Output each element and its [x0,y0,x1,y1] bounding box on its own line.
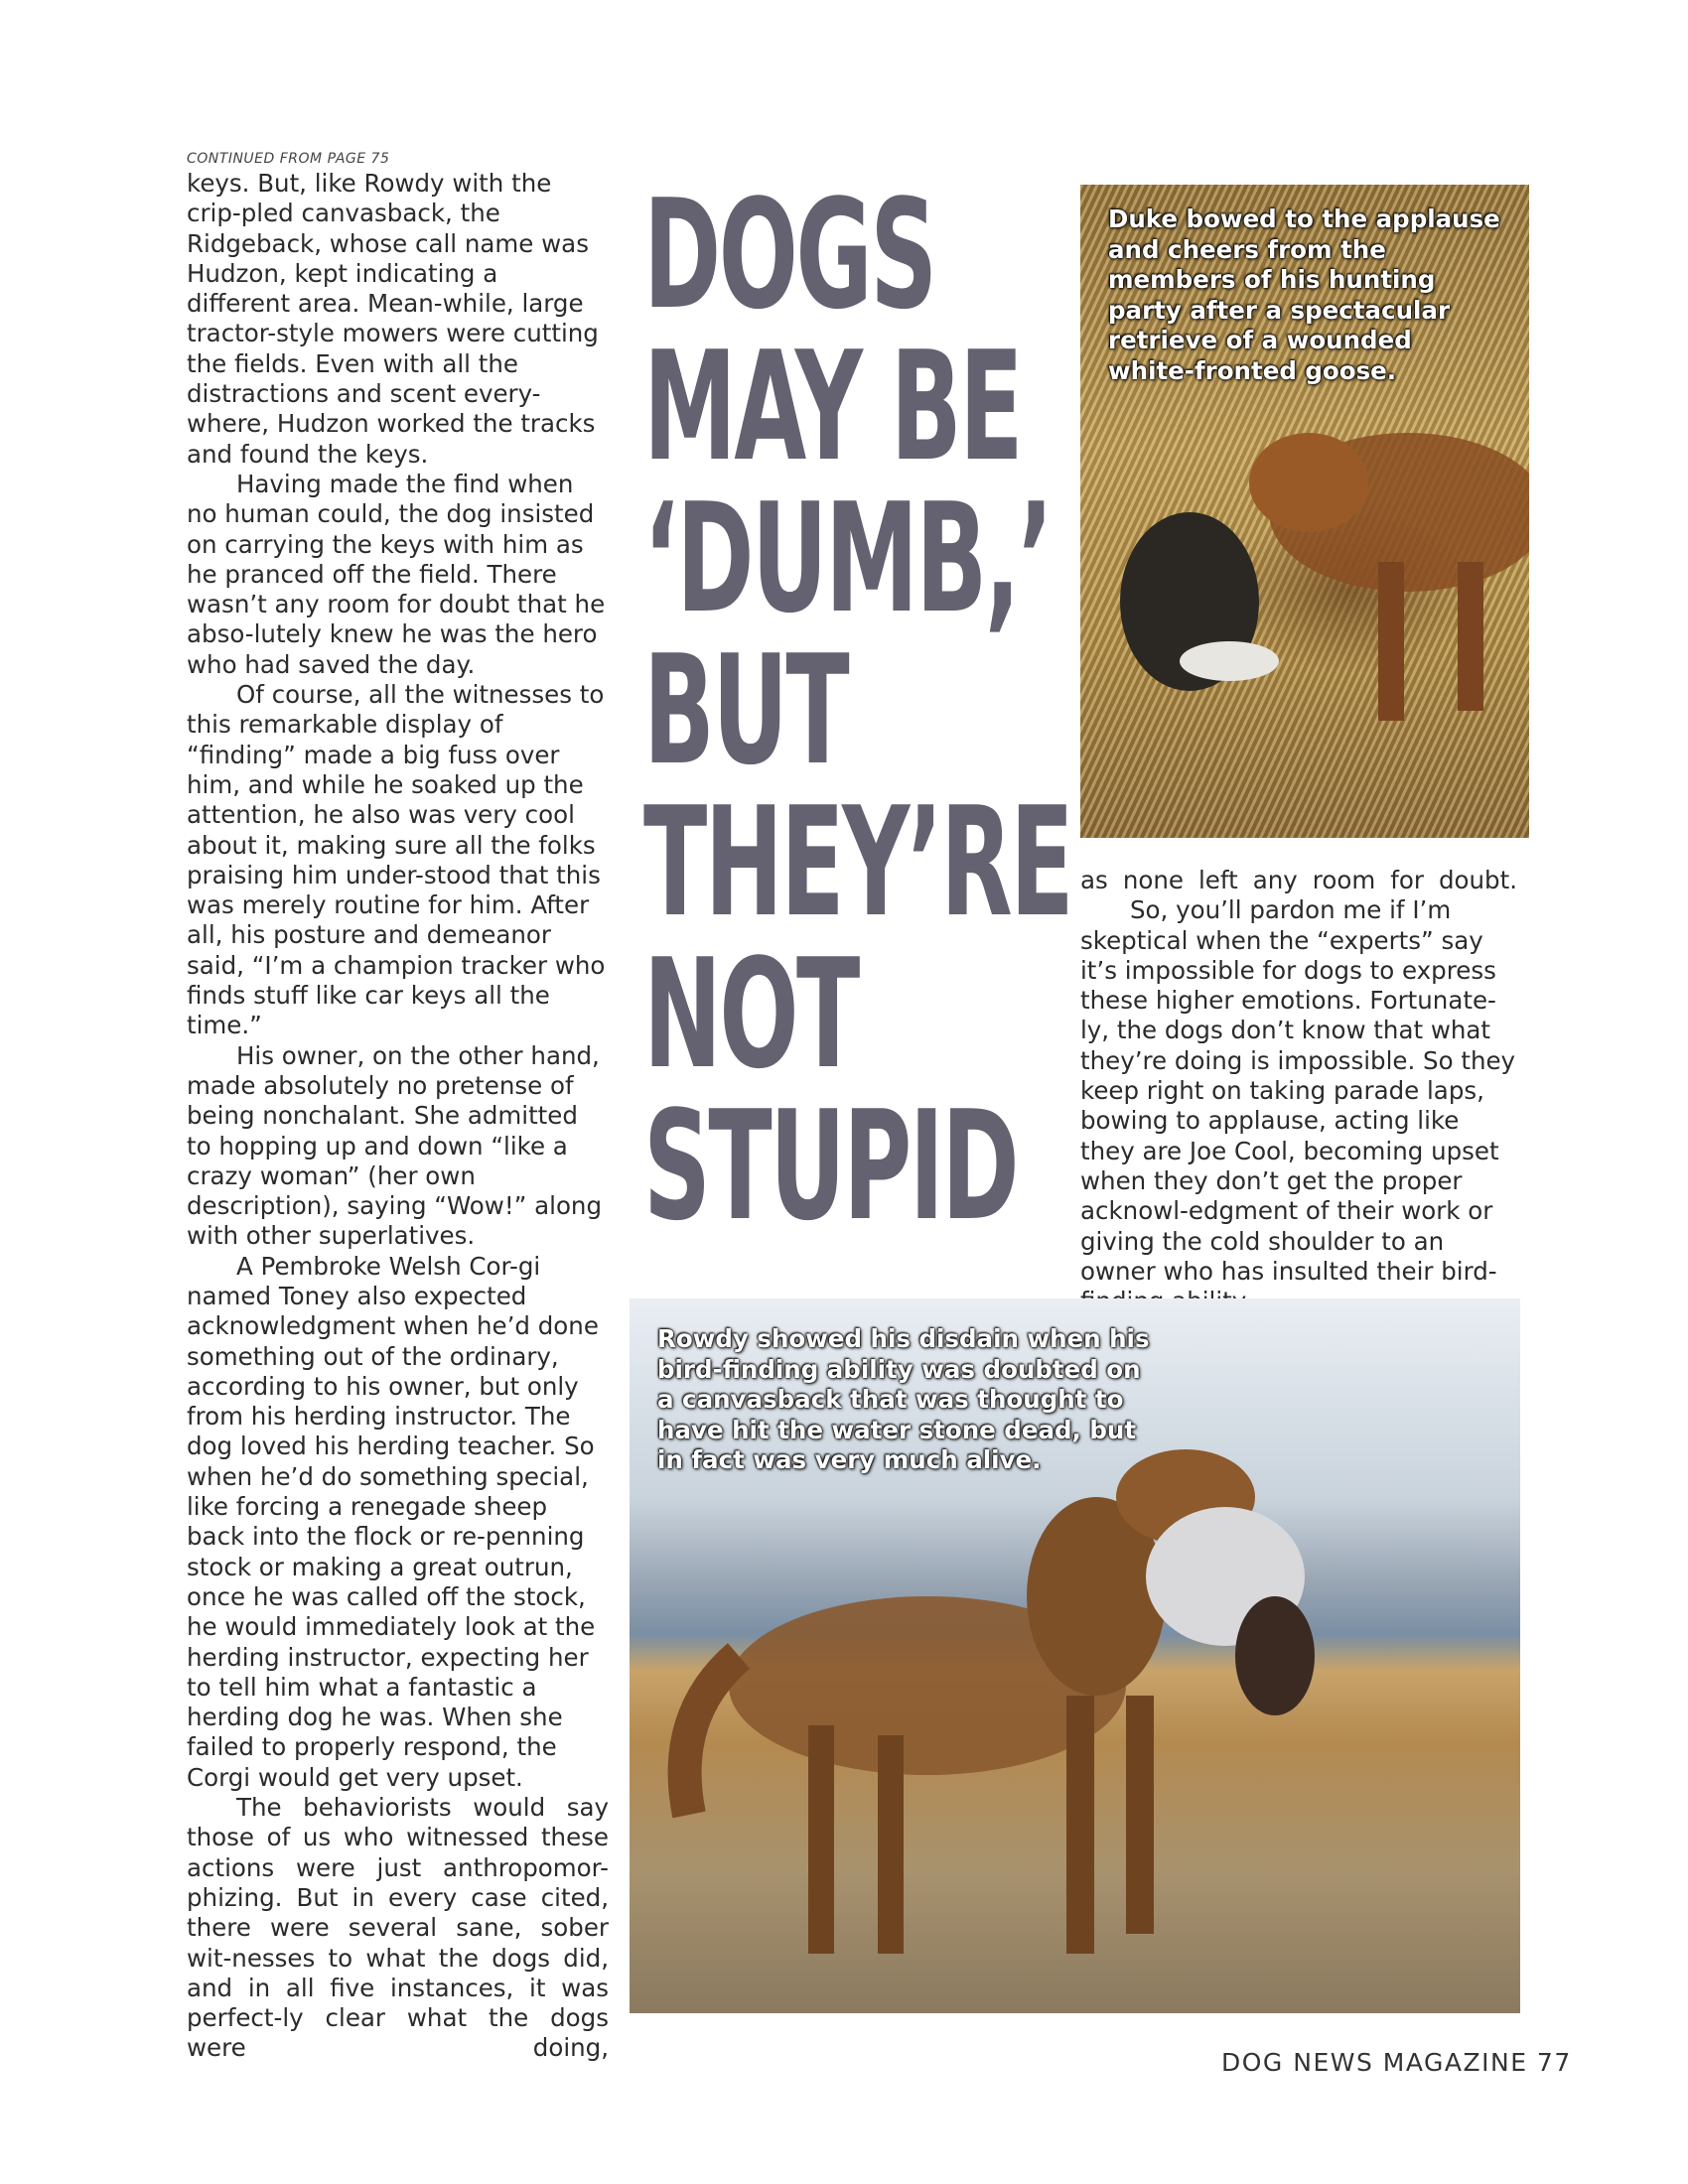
paragraph: Having made the find when no human could, the dog insisted on carrying the keys with him as he pranced off the field. There wasn’t any room for doubt that he abso-lutely knew he was the hero who had saved the day. [187,469,606,679]
paragraph: keys. But, like Rowdy with the crip-pled canvasback, the Ridgeback, whose call name was Hudzon, kept indicating a different area. Mean-while, large tractor-style mowers were cutting the fields. Even with all the distractions and scent every-where, Hudzon worked the tracks and found the keys. [187,169,599,469]
photo-caption: Rowdy showed his disdain when his bird-finding ability was doubted on a canvasback that was thought to have hit the water stone dead, but in fact was very much alive. [657,1324,1150,1474]
article-left-column [187,169,609,2064]
page-folio: DOG NEWS MAGAZINE 77 [1221,2048,1572,2077]
headline-line: NOT [643,926,858,1102]
headline-line: DOGS [643,167,935,342]
photo-caption: Duke bowed to the applause and cheers from the members of his hunting party after a spectacular retrieve of a wounded white-fronted goose. [1108,205,1500,385]
photo-dog-with-goose [1080,185,1529,838]
continued-from-kicker: CONTINUED FROM PAGE 75 [187,151,390,167]
headline-line: MAY BE [643,319,1022,494]
headline-line: STUPID [643,1078,1018,1254]
paragraph: The behaviorists would say those of us who witnessed these actions were just anthropomor-phizing. But in every case cited, there were several sane, sober wit-nesses to what the dogs did, and in all five instances, it was perfect-ly clear what the dogs were doing, [187,1793,609,2063]
headline-line: ‘DUMB,’ [643,471,1052,646]
paragraph: as none left any room for doubt. [1080,866,1517,894]
headline-line: THEY’RE [643,774,1072,950]
article-right-column [1080,866,1517,1316]
paragraph: A Pembroke Welsh Cor-gi named Toney also expected acknowledgment when he’d done something out of the ordinary, according to his owner, but only from his herding instructor. The dog loved his herding teacher. So when he’d do something special, like forcing a renegade sheep back into the flock or re-penning stock or making a great outrun, once he was called off the stock, he would immediately look at the herding instructor, expecting her to tell him what a fantastic a herding dog he was. When she failed to properly respond, the Corgi would get very upset. [187,1251,599,1792]
headline-line: BUT [643,622,848,798]
article-headline [643,167,1072,1254]
paragraph: Of course, all the witnesses to this remarkable display of “finding” made a big fuss over him, and while he soaked up the attention, he also was very cool about it, making sure all the folks praising him under-stood that this was merely routine for him. After all, his posture and demeanor said, “I’m a champion tracker who finds stuff like car keys all the time.” [187,680,606,1040]
photo-dog-with-canvasback [630,1298,1520,2013]
paragraph: His owner, on the other hand, made absolutely no pretense of being nonchalant. She admitted to hopping up and down “like a crazy woman” (her own description), saying “Wow!” along with other superlatives. [187,1040,603,1251]
paragraph: So, you’ll pardon me if I’m skeptical when the “experts” say it’s impossible for dogs to express these higher emotions. Fortunate-ly, the dogs don’t know that what they’re doing is impossible. So they keep right on taking parade laps, bowing to applause, acting like they are Joe Cool, becoming upset when they don’t get the proper acknowl-edgment of their work or giving the cold shoulder to an owner who has insulted their bird- [1080,895,1516,1286]
